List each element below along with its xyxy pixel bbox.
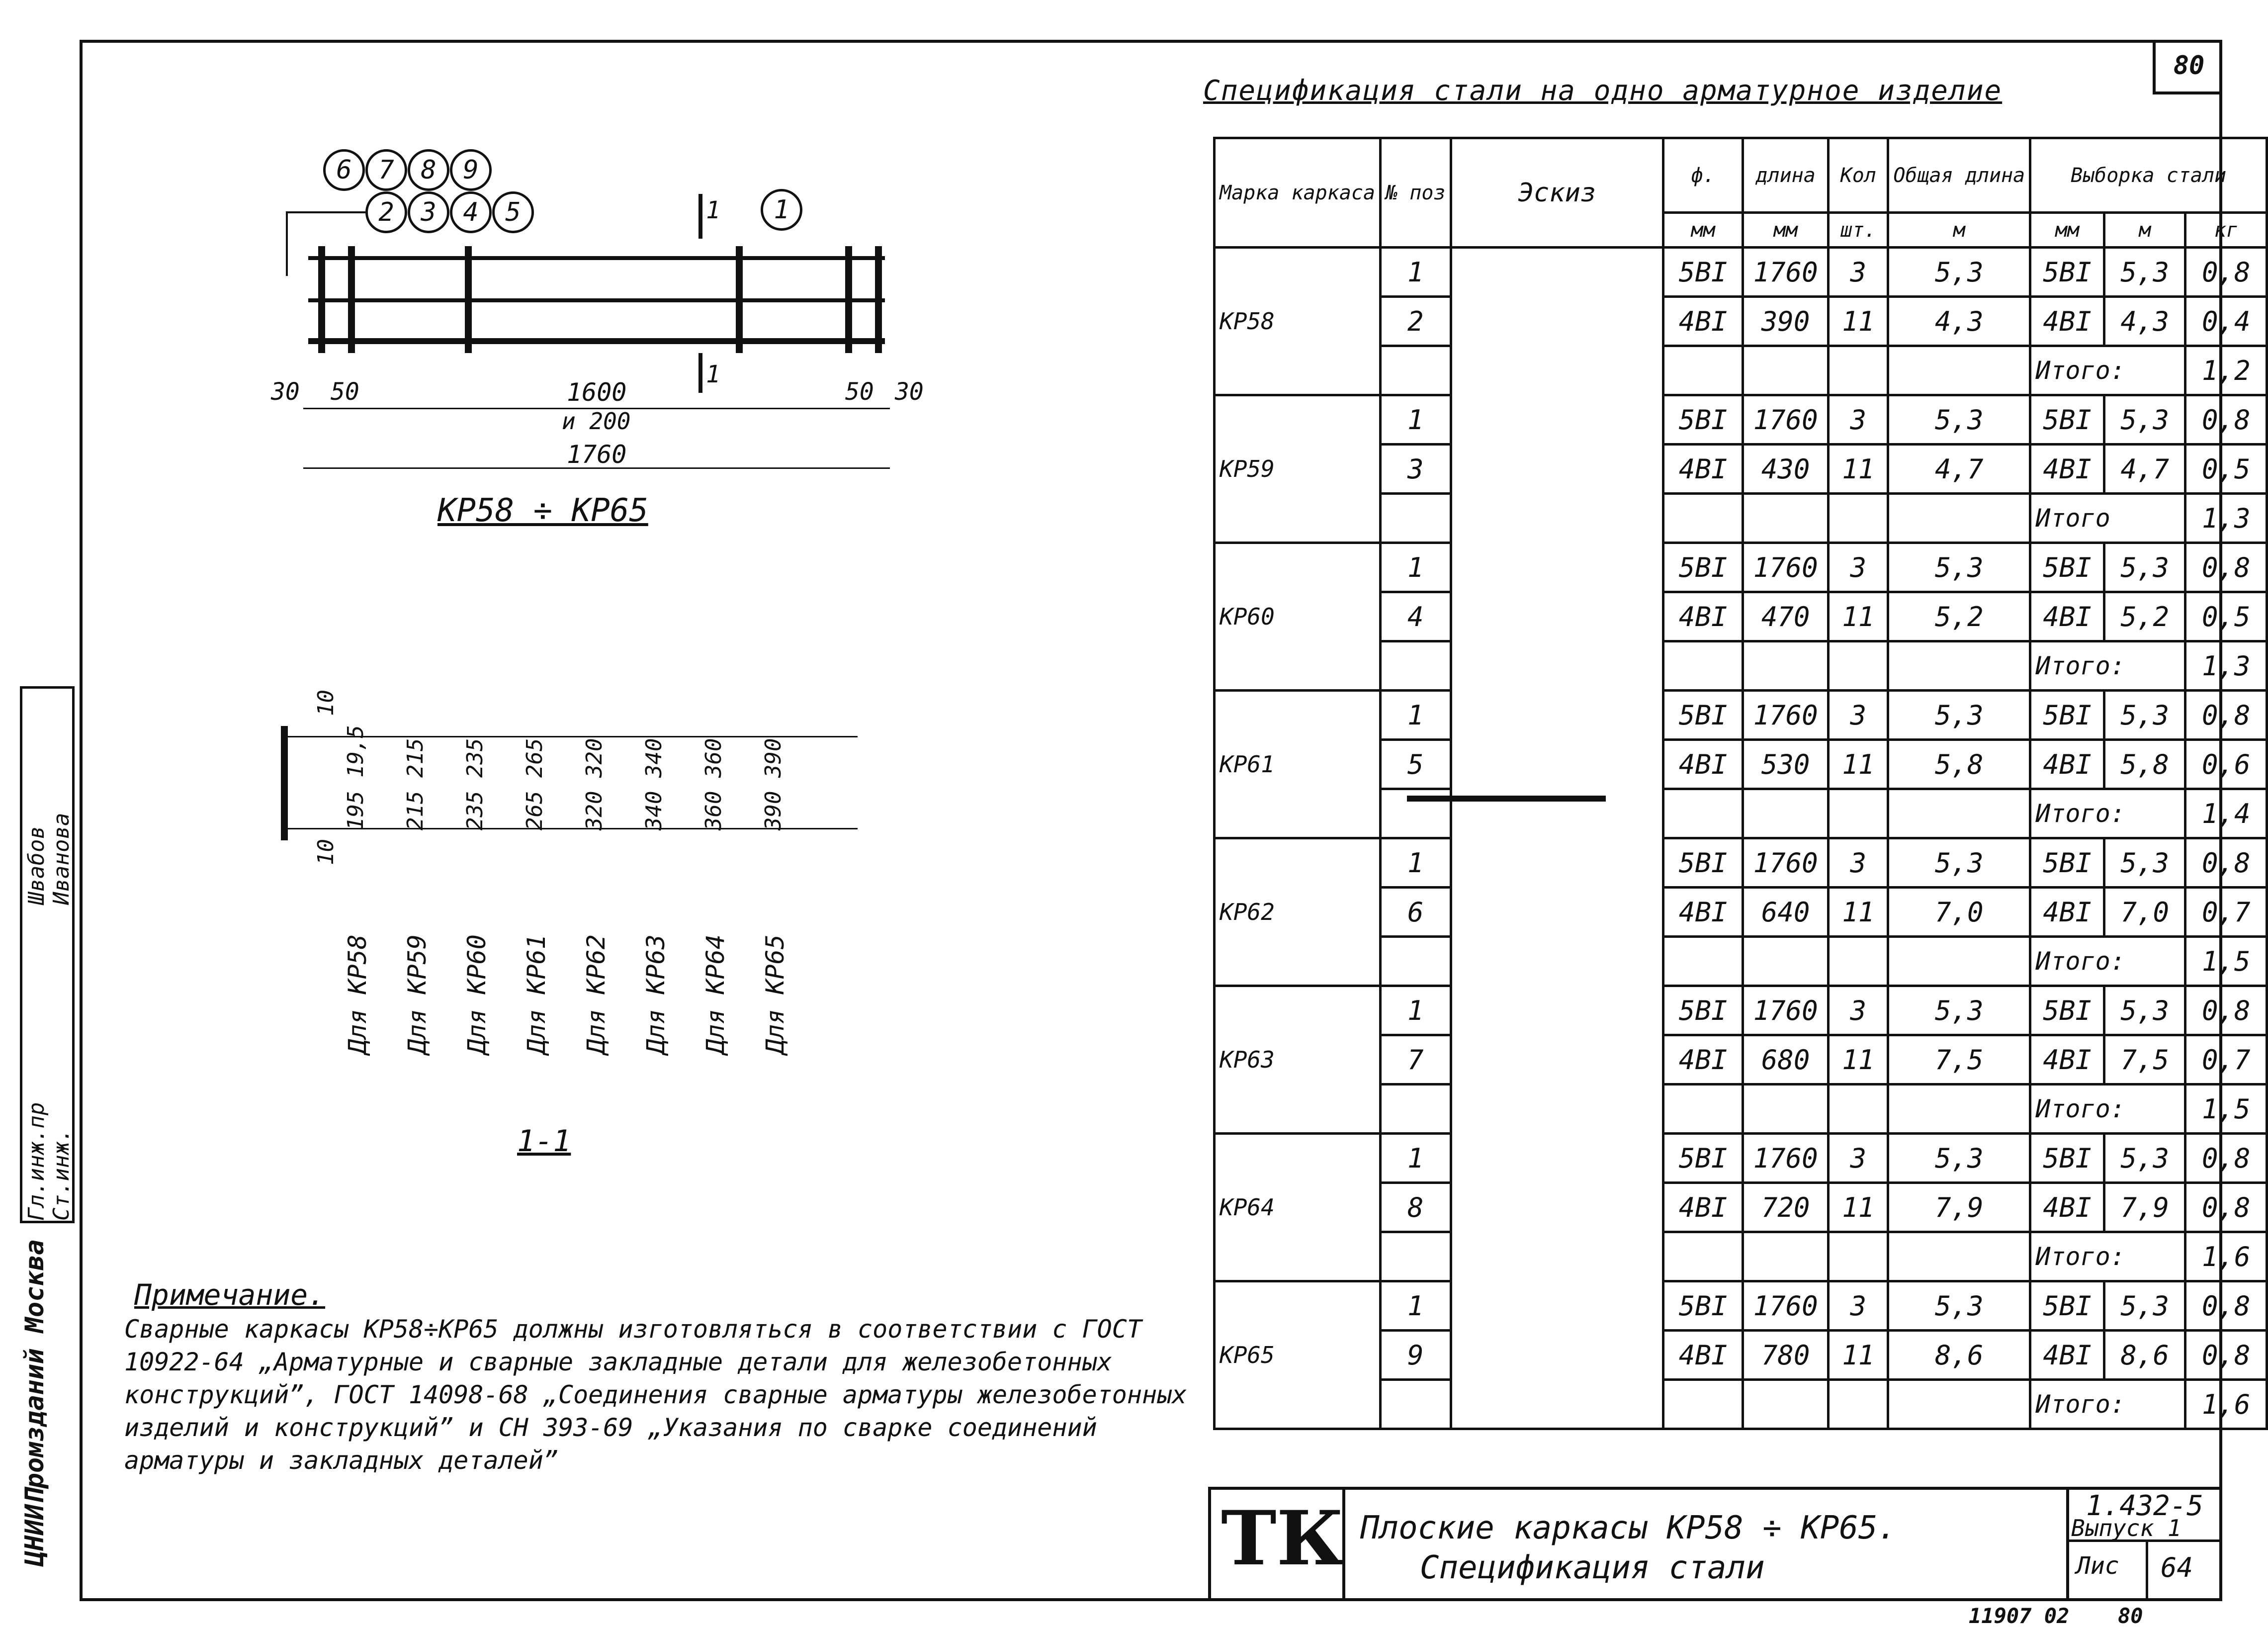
cell-length: 680: [1743, 1035, 1829, 1085]
cell-sel-phi: 4ВI: [2030, 297, 2104, 346]
stamp-title-2: Спецификация стали: [1420, 1549, 1765, 1586]
table-row: [1215, 838, 2267, 888]
cell-sel-total: 5,8: [2104, 740, 2185, 789]
cell-weight: 0,8: [2185, 1281, 2267, 1331]
pos-cell: 6: [1381, 888, 1451, 937]
dim-50-left: 50: [331, 378, 359, 406]
cell-total: 5,3: [1888, 395, 2030, 445]
cell-weight: 0,8: [2185, 395, 2267, 445]
section-pair: 360 360: [701, 738, 726, 830]
empty-cell: [1888, 1232, 2030, 1281]
total-label: Итого:: [2030, 1085, 2185, 1134]
pos-cell: 2: [1381, 297, 1451, 346]
note-title: Примечание.: [134, 1278, 326, 1312]
cell-sel-phi: 4ВI: [2030, 1035, 2104, 1085]
pos-circle: 6: [323, 149, 365, 191]
empty-cell: [1663, 641, 1743, 691]
pos-circle: 8: [408, 149, 449, 191]
pos-cell: 3: [1381, 445, 1451, 494]
total-weight: 1,6: [2185, 1380, 2267, 1429]
cell-qty: 11: [1829, 1183, 1888, 1232]
dim-1760: 1760: [567, 440, 627, 469]
unit-total: м: [1888, 213, 2030, 248]
pos-circle: 3: [408, 191, 449, 233]
section-pair: 320 320: [582, 738, 607, 830]
empty-cell: [1829, 641, 1888, 691]
cell-total: 7,5: [1888, 1035, 2030, 1085]
cell-sel-phi: 4ВI: [2030, 592, 2104, 641]
stamp-issue: Выпуск 1: [2071, 1515, 2181, 1541]
pos-circle: 2: [365, 191, 407, 233]
cell-sel-phi: 5ВI: [2030, 691, 2104, 740]
hdr-qty: Кол: [1829, 138, 1888, 213]
cell-qty: 3: [1829, 1281, 1888, 1331]
cell-sel-phi: 4ВI: [2030, 1183, 2104, 1232]
stamp-sheet: 64: [2161, 1552, 2193, 1583]
left-stamp: [20, 686, 75, 1223]
section-title: 1-1: [517, 1124, 571, 1159]
unit-length: мм: [1743, 213, 1829, 248]
rod-middle: [308, 298, 885, 302]
cell-sel-total: 5,3: [2104, 543, 2185, 592]
dim-sub: и 200: [562, 408, 631, 435]
total-weight: 1,4: [2185, 789, 2267, 838]
cell-sel-phi: 5ВI: [2030, 248, 2104, 297]
section-label: Для КР58: [343, 934, 372, 1054]
cell-sel-total: 5,3: [2104, 838, 2185, 888]
cell-weight: 0,7: [2185, 1035, 2267, 1085]
empty-cell: [1829, 494, 1888, 543]
empty-cell: [1743, 346, 1829, 395]
empty-cell: [1381, 494, 1451, 543]
cell-qty: 3: [1829, 1134, 1888, 1183]
cell-phi: 5ВI: [1663, 986, 1743, 1035]
title-block: [1208, 1487, 2222, 1601]
section-label: Для КР64: [701, 934, 730, 1054]
cell-length: 1760: [1743, 1134, 1829, 1183]
stamp-title-1: Плоские каркасы КР58 ÷ КР65.: [1360, 1510, 1897, 1546]
cell-length: 1760: [1743, 395, 1829, 445]
cell-length: 390: [1743, 297, 1829, 346]
empty-cell: [1743, 641, 1829, 691]
cell-sel-phi: 5ВI: [2030, 543, 2104, 592]
hdr-phi: ф.: [1663, 138, 1743, 213]
cell-length: 1760: [1743, 986, 1829, 1035]
dim-30-right: 30: [895, 378, 924, 406]
table-row: [1215, 1134, 2267, 1183]
role-1: Гл.инж.пр: [24, 1102, 49, 1221]
cell-total: 5,3: [1888, 986, 2030, 1035]
pos-cell: 9: [1381, 1331, 1451, 1380]
cell-weight: 0,8: [2185, 986, 2267, 1035]
table-row: [1215, 543, 2267, 592]
cell-phi: 5ВI: [1663, 248, 1743, 297]
total-label: Итого:: [2030, 789, 2185, 838]
table-row: [1215, 248, 2267, 297]
cell-phi: 4ВI: [1663, 1183, 1743, 1232]
empty-cell: [1888, 1380, 2030, 1429]
section-label: Для КР60: [462, 934, 491, 1054]
pos-circle: 7: [365, 149, 407, 191]
tk-logo: ТК: [1221, 1495, 1345, 1582]
stamp-sheet-label: Лис: [2076, 1552, 2119, 1580]
empty-cell: [1381, 937, 1451, 986]
section-label: Для КР65: [761, 934, 789, 1054]
cell-length: 1760: [1743, 691, 1829, 740]
note-text: Сварные каркасы КР58÷КР65 должны изготовляться в соответствии с ГОСТ 10922-64 „Арматурные и сварные закладные детали для железобетонных конструкций”, ГОСТ 14098-68 „Соединения сварные арматуры железобетонных изделий и конструкций” и СН 393-69 „Указания по сварке соединений арматуры и закладных деталей”: [124, 1315, 1187, 1475]
cell-sel-total: 4,7: [2104, 445, 2185, 494]
cell-qty: 11: [1829, 592, 1888, 641]
cell-sel-total: 7,9: [2104, 1183, 2185, 1232]
cell-qty: 3: [1829, 395, 1888, 445]
section-pair: 390 390: [761, 738, 786, 830]
cell-sel-phi: 4ВI: [2030, 1331, 2104, 1380]
pos-cell: 1: [1381, 1134, 1451, 1183]
cell-qty: 3: [1829, 838, 1888, 888]
sketch-rod: [1407, 796, 1606, 802]
cell-weight: 0,7: [2185, 888, 2267, 937]
cell-length: 1760: [1743, 1281, 1829, 1331]
cell-qty: 3: [1829, 543, 1888, 592]
cell-sel-phi: 4ВI: [2030, 740, 2104, 789]
name-1: Швабов: [24, 826, 49, 905]
empty-cell: [1829, 789, 1888, 838]
cell-sel-phi: 5ВI: [2030, 986, 2104, 1035]
pos-circle: 4: [450, 191, 492, 233]
cell-total: 8,6: [1888, 1331, 2030, 1380]
pos-cell: 5: [1381, 740, 1451, 789]
total-label: Итого:: [2030, 1232, 2185, 1281]
cell-phi: 4ВI: [1663, 740, 1743, 789]
cell-sel-total: 5,3: [2104, 395, 2185, 445]
cell-weight: 0,6: [2185, 740, 2267, 789]
unit-sel-total: м: [2104, 213, 2185, 248]
pos-cell: 1: [1381, 248, 1451, 297]
cell-phi: 4ВI: [1663, 1331, 1743, 1380]
frame-mark: КР58: [1215, 248, 1381, 395]
total-weight: 1,3: [2185, 494, 2267, 543]
empty-cell: [1888, 346, 2030, 395]
cell-phi: 5ВI: [1663, 395, 1743, 445]
cell-phi: 5ВI: [1663, 838, 1743, 888]
empty-cell: [1888, 937, 2030, 986]
cell-sel-phi: 5ВI: [2030, 838, 2104, 888]
sheet-number: 80: [2153, 40, 2222, 94]
empty-cell: [1743, 789, 1829, 838]
total-label: Итого:: [2030, 937, 2185, 986]
pos-cell: 1: [1381, 838, 1451, 888]
hdr-total-length: Общая длина: [1888, 138, 2030, 213]
empty-cell: [1381, 1380, 1451, 1429]
pos-circle: 5: [492, 191, 534, 233]
empty-cell: [1663, 494, 1743, 543]
frame-mark: КР64: [1215, 1134, 1381, 1281]
cell-total: 4,7: [1888, 445, 2030, 494]
cell-phi: 4ВI: [1663, 592, 1743, 641]
section-label: Для КР59: [403, 934, 432, 1054]
unit-qty: шт.: [1829, 213, 1888, 248]
frame-mark: КР65: [1215, 1281, 1381, 1429]
empty-cell: [1743, 1085, 1829, 1134]
cell-total: 7,0: [1888, 888, 2030, 937]
cell-sel-total: 5,3: [2104, 248, 2185, 297]
org-label: ЦНИИПромзданий Москва: [20, 1239, 50, 1566]
cell-weight: 0,5: [2185, 445, 2267, 494]
cell-sel-total: 5,2: [2104, 592, 2185, 641]
cell-weight: 0,8: [2185, 838, 2267, 888]
hdr-selection: Выборка стали: [2030, 138, 2267, 213]
empty-cell: [1663, 1232, 1743, 1281]
cell-weight: 0,8: [2185, 1134, 2267, 1183]
cell-weight: 0,8: [2185, 543, 2267, 592]
empty-cell: [1663, 346, 1743, 395]
cell-length: 430: [1743, 445, 1829, 494]
total-weight: 1,3: [2185, 641, 2267, 691]
cell-weight: 0,4: [2185, 297, 2267, 346]
cell-phi: 4ВI: [1663, 445, 1743, 494]
empty-cell: [1381, 346, 1451, 395]
empty-cell: [1888, 789, 2030, 838]
frame-mark: КР61: [1215, 691, 1381, 838]
empty-cell: [1888, 1085, 2030, 1134]
empty-cell: [1743, 937, 1829, 986]
pos-circle-1: 1: [761, 189, 802, 231]
cell-length: 470: [1743, 592, 1829, 641]
cell-qty: 11: [1829, 888, 1888, 937]
hdr-mark: Марка каркаса: [1215, 138, 1381, 248]
spec-table: [1213, 137, 2268, 1430]
cell-sel-total: 5,3: [2104, 691, 2185, 740]
empty-cell: [1743, 1232, 1829, 1281]
total-label: Итого:: [2030, 641, 2185, 691]
unit-phi: мм: [1663, 213, 1743, 248]
cell-total: 5,3: [1888, 248, 2030, 297]
cell-length: 1760: [1743, 248, 1829, 297]
cell-sel-phi: 5ВI: [2030, 1281, 2104, 1331]
cell-total: 5,8: [1888, 740, 2030, 789]
cell-phi: 4ВI: [1663, 1035, 1743, 1085]
pos-cell: 1: [1381, 543, 1451, 592]
cell-total: 5,2: [1888, 592, 2030, 641]
cell-weight: 0,8: [2185, 248, 2267, 297]
cell-sel-total: 5,3: [2104, 1134, 2185, 1183]
section-pair: 235 235: [462, 738, 488, 830]
cell-phi: 5ВI: [1663, 543, 1743, 592]
pos-cell: 1: [1381, 1281, 1451, 1331]
cell-sel-total: 8,6: [2104, 1331, 2185, 1380]
cell-total: 5,3: [1888, 1281, 2030, 1331]
empty-cell: [1381, 641, 1451, 691]
frame-mark: КР62: [1215, 838, 1381, 986]
frame-mark: КР63: [1215, 986, 1381, 1134]
cell-sel-phi: 4ВI: [2030, 445, 2104, 494]
cell-qty: 11: [1829, 445, 1888, 494]
empty-cell: [1829, 1380, 1888, 1429]
cell-qty: 3: [1829, 248, 1888, 297]
cell-sel-total: 5,3: [2104, 986, 2185, 1035]
table-row: [1215, 1281, 2267, 1331]
section-pair: 195 19,5: [343, 725, 368, 830]
name-2: Иванова: [49, 813, 74, 905]
section-label: Для КР61: [522, 934, 551, 1054]
empty-cell: [1829, 1085, 1888, 1134]
stamp-code: 1.432-5: [2086, 1490, 2204, 1522]
total-weight: 1,6: [2185, 1232, 2267, 1281]
hdr-pos: № поз: [1381, 138, 1451, 248]
cell-sel-phi: 5ВI: [2030, 1134, 2104, 1183]
cell-sel-total: 7,5: [2104, 1035, 2185, 1085]
cell-length: 780: [1743, 1331, 1829, 1380]
total-label: Итого: [2030, 494, 2185, 543]
cell-qty: 3: [1829, 691, 1888, 740]
pos-circle: 9: [450, 149, 492, 191]
cell-length: 1760: [1743, 543, 1829, 592]
total-weight: 1,2: [2185, 346, 2267, 395]
empty-cell: [1663, 1380, 1743, 1429]
pos-cell: 1: [1381, 986, 1451, 1035]
pos-cell: 1: [1381, 691, 1451, 740]
frame-mark: КР59: [1215, 395, 1381, 543]
cell-phi: 5ВI: [1663, 1134, 1743, 1183]
cell-phi: 5ВI: [1663, 691, 1743, 740]
empty-cell: [1829, 937, 1888, 986]
cell-sel-phi: 4ВI: [2030, 888, 2104, 937]
cell-sel-total: 4,3: [2104, 297, 2185, 346]
cell-phi: 4ВI: [1663, 297, 1743, 346]
cell-length: 1760: [1743, 838, 1829, 888]
section-pair: 340 340: [641, 738, 667, 830]
cell-total: 5,3: [1888, 1134, 2030, 1183]
total-label: Итого:: [2030, 346, 2185, 395]
cell-sel-total: 5,3: [2104, 1281, 2185, 1331]
pos-cell: 8: [1381, 1183, 1451, 1232]
empty-cell: [1829, 346, 1888, 395]
cell-weight: 0,5: [2185, 592, 2267, 641]
empty-cell: [1381, 1085, 1451, 1134]
section-dim-bottom: 10: [313, 839, 339, 865]
unit-sel-phi: мм: [2030, 213, 2104, 248]
empty-cell: [1743, 1380, 1829, 1429]
cell-total: 5,3: [1888, 838, 2030, 888]
empty-cell: [1663, 937, 1743, 986]
section-label: Для КР63: [641, 934, 670, 1054]
cell-phi: 5ВI: [1663, 1281, 1743, 1331]
frame-mark: КР60: [1215, 543, 1381, 691]
table-row: [1215, 395, 2267, 445]
bottom-sheet: 80: [2118, 1604, 2143, 1628]
hdr-length: длина: [1743, 138, 1829, 213]
cell-weight: 0,8: [2185, 1183, 2267, 1232]
cell-length: 720: [1743, 1183, 1829, 1232]
dim-1600: 1600: [567, 378, 627, 407]
table-row: [1215, 986, 2267, 1035]
cell-phi: 4ВI: [1663, 888, 1743, 937]
section-mark: 1: [706, 196, 720, 224]
total-weight: 1,5: [2185, 1085, 2267, 1134]
empty-cell: [1663, 789, 1743, 838]
cell-qty: 11: [1829, 297, 1888, 346]
cell-length: 530: [1743, 740, 1829, 789]
section-mark: 1: [706, 361, 720, 388]
section-pair: 215 215: [403, 738, 428, 830]
pos-cell: 1: [1381, 395, 1451, 445]
cell-total: 7,9: [1888, 1183, 2030, 1232]
cell-qty: 11: [1829, 1331, 1888, 1380]
cell-sel-total: 7,0: [2104, 888, 2185, 937]
cell-weight: 0,8: [2185, 691, 2267, 740]
cell-length: 640: [1743, 888, 1829, 937]
section-dim-top: 10: [313, 690, 339, 716]
empty-cell: [1743, 494, 1829, 543]
plan-title: КР58 ÷ КР65: [437, 492, 648, 529]
total-label: Итого:: [2030, 1380, 2185, 1429]
empty-cell: [1829, 1232, 1888, 1281]
spec-title: Спецификация стали на одно арматурное изделие: [1203, 75, 2003, 107]
empty-cell: [1888, 641, 2030, 691]
empty-cell: [1888, 494, 2030, 543]
role-2: Ст.инж.: [49, 1128, 74, 1221]
cell-qty: 3: [1829, 986, 1888, 1035]
section-label: Для КР62: [582, 934, 611, 1054]
cell-qty: 11: [1829, 740, 1888, 789]
dim-30-left: 30: [271, 378, 300, 406]
rod-bottom: [308, 338, 885, 344]
total-weight: 1,5: [2185, 937, 2267, 986]
cell-qty: 11: [1829, 1035, 1888, 1085]
cell-weight: 0,8: [2185, 1331, 2267, 1380]
pos-cell: 7: [1381, 1035, 1451, 1085]
cell-total: 5,3: [1888, 691, 2030, 740]
empty-cell: [1663, 1085, 1743, 1134]
empty-cell: [1381, 1232, 1451, 1281]
cell-total: 4,3: [1888, 297, 2030, 346]
table-row: [1215, 691, 2267, 740]
bottom-code: 11907 02: [1969, 1604, 2070, 1628]
unit-sel-weight: кг: [2185, 213, 2267, 248]
sketch-cell: [1451, 248, 1663, 1429]
cell-sel-phi: 5ВI: [2030, 395, 2104, 445]
cell-total: 5,3: [1888, 543, 2030, 592]
rod-top: [308, 256, 885, 260]
hdr-sketch: Эскиз: [1451, 138, 1663, 248]
dim-50-right: 50: [845, 378, 874, 406]
section-pair: 265 265: [522, 738, 547, 830]
pos-cell: 4: [1381, 592, 1451, 641]
